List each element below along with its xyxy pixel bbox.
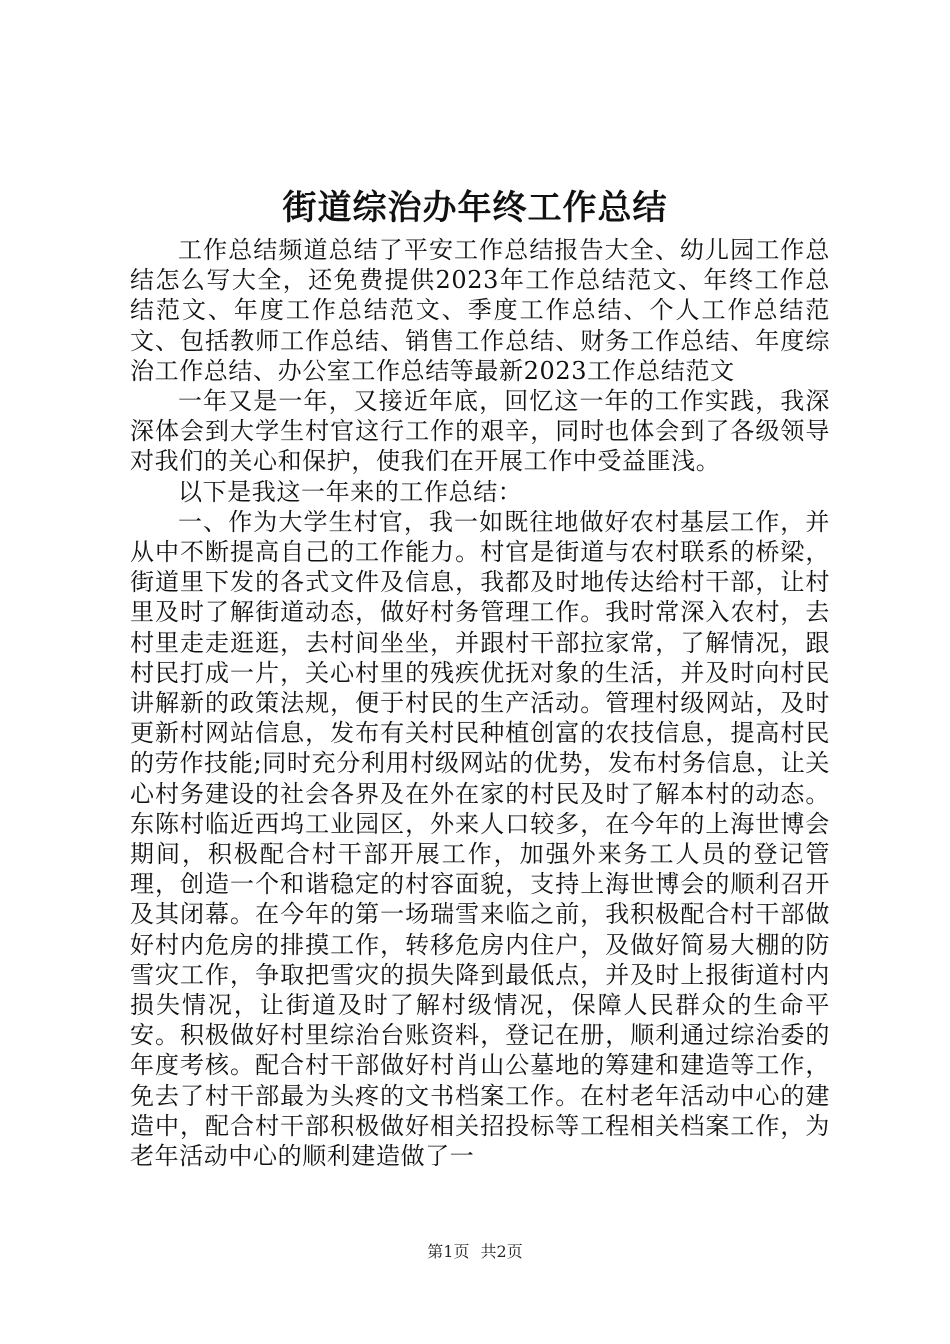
- page-number: 第1页: [427, 1242, 470, 1261]
- paragraph-intro: 工作总结频道总结了平安工作总结报告大全、幼儿园工作总结怎么写大全，还免费提供2023年工作总结范文、年终工作总结范文、年度工作总结范文、季度工作总结、个人工作总结范文、包括教师工作总结、销售工作总结、财务工作总结、年度综治工作总结、办公室工作总结等最新2023工作总结范文: [130, 236, 830, 385]
- page-footer: [0, 1241, 950, 1263]
- document-body: [130, 235, 830, 1171]
- page-total: 共2页: [480, 1242, 523, 1261]
- document-title: 街道综治办年终工作总结: [282, 188, 668, 228]
- paragraph-lead-in: 以下是我这一年来的工作总结：: [178, 477, 523, 506]
- paragraph-reflection: 一年又是一年，又接近年底，回忆这一年的工作实践，我深深体会到大学生村官这行工作的艰辛，同时也体会到了各级领导对我们的关心和保护，使我们在开展工作中受益匪浅。: [130, 387, 830, 476]
- paragraph-section-one: 一、作为大学生村官，我一如既往地做好农村基层工作，并从中不断提高自己的工作能力。村官是街道与农村联系的桥梁，街道里下发的各式文件及信息，我都及时地传达给村干部，让村里及时了解街道动态，做好村务管理工作。我时常深入农村，去村里走走逛逛，去村间坐坐，并跟村干部拉家常，了解情况，跟村民打成一片，关心村里的残疾优抚对象的生活，并及时向村民讲解新的政策法规，便于村民的生产活动。管理村级网站，及时更新村网站信息，发布有关村民种植创富的农技信息，提高村民的劳作技能;同时充分利用村级网站的优势，发布村务信息，让关心村务建设的社会各界及在外在家的村民及时了解本村的动态。东陈村临近西坞工业园区，外来人口较多，在今年的上海世博会期间，积极配合村干部开展工作，加强外来务工人员的登记管理，创造一个和谐稳定的村容面貌，支持上海世博会的顺利召开及其闭幕。在今年的第一场瑞雪来临之前，我积极配合村干部做好村内危房的排摸工作，转移危房内住户，及做好简易大棚的防雪灾工作，争取把雪灾的损失降到最低点，并及时上报街道村内损失情况，让街道及时了解村级情况，保障人民群众的生命平安。积极做好村里综治台账资料，登记在册，顺利通过综治委的年度考核。配合村干部做好村肖山公墓地的筹建和建造等工作，免去了村干部最为头疼的文书档案工作。在村老年活动中心的建造中，配合村干部积极做好相关招投标等工程相关档案工作，为老年活动中心的顺利建造做了一: [130, 507, 830, 1171]
